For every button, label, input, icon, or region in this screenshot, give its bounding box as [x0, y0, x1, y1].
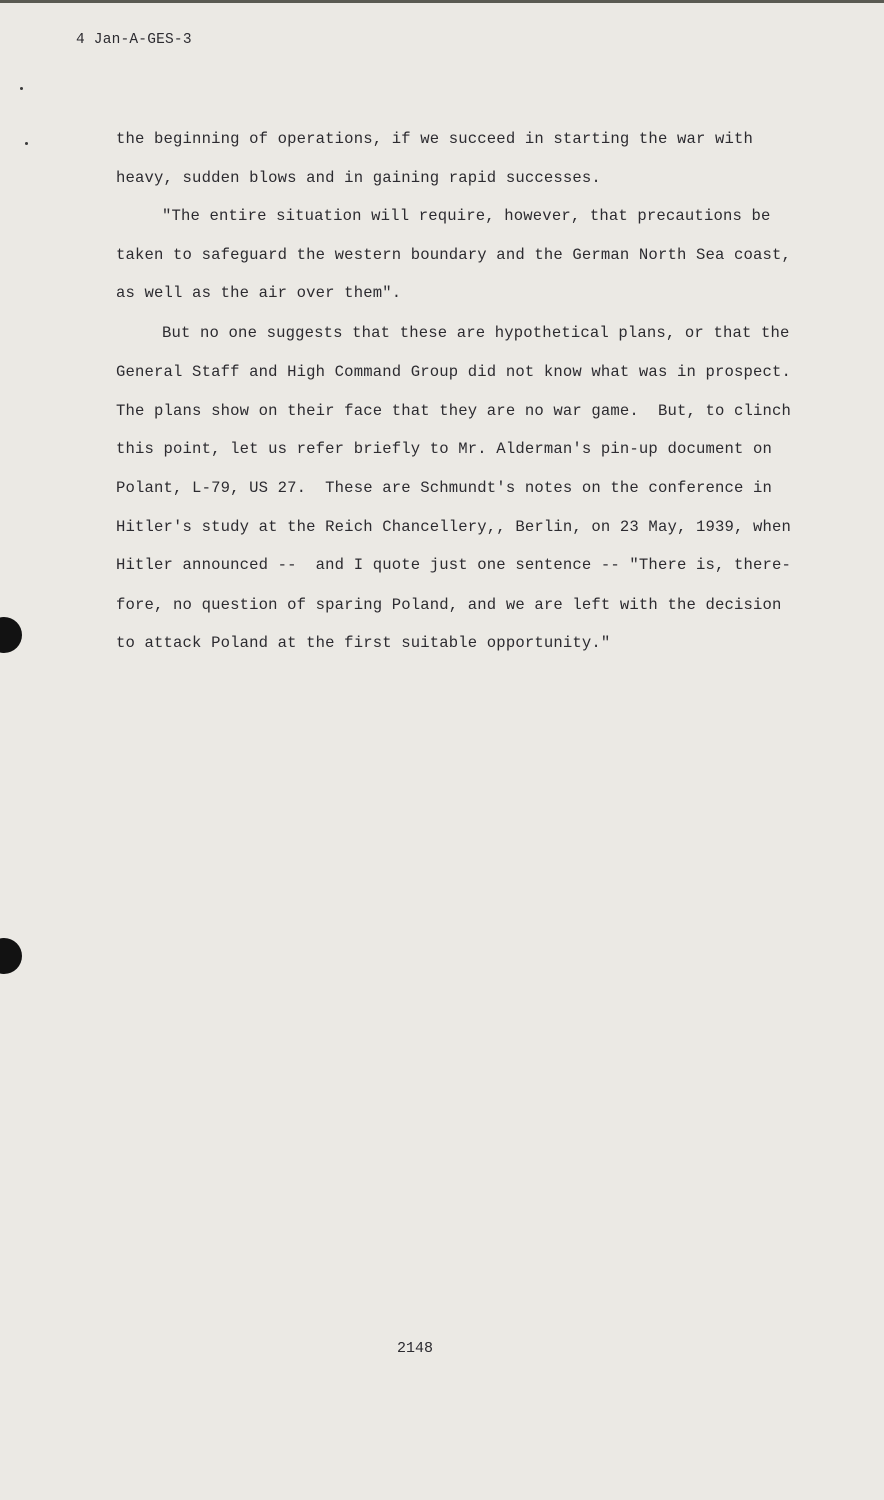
page-number: 2148 [397, 1340, 434, 1357]
punch-hole-upper [0, 617, 22, 653]
text-line: Polant, L-79, US 27. These are Schmundt's notes on the conference in [116, 479, 773, 497]
text-line: But no one suggests that these are hypothetical plans, or that the [162, 324, 790, 342]
text-line: as well as the air over them". [116, 284, 402, 302]
text-line: to attack Poland at the first suitable opportunity." [116, 634, 611, 652]
text-line: "The entire situation will require, however, that precautions be [162, 207, 771, 225]
punch-hole-lower [0, 938, 22, 974]
text-line: fore, no question of sparing Poland, and we are left with the decision [116, 596, 782, 614]
text-line: taken to safeguard the western boundary and the German North Sea coast, [116, 246, 792, 264]
text-line: the beginning of operations, if we succeed in starting the war with [116, 130, 754, 148]
paper-speck [25, 142, 28, 145]
page-top-edge [0, 0, 884, 3]
text-line: heavy, sudden blows and in gaining rapid successes. [116, 169, 601, 187]
text-line: Hitler announced -- and I quote just one sentence -- "There is, there- [116, 556, 792, 574]
text-line: this point, let us refer briefly to Mr. Alderman's pin-up document on [116, 440, 773, 458]
text-line: The plans show on their face that they are no war game. But, to clinch [116, 402, 792, 420]
document-reference-header: 4 Jan-A-GES-3 [76, 32, 192, 48]
text-line: General Staff and High Command Group did not know what was in prospect. [116, 363, 792, 381]
text-line: Hitler's study at the Reich Chancellery,, Berlin, on 23 May, 1939, when [116, 518, 792, 536]
paper-speck [20, 87, 23, 90]
